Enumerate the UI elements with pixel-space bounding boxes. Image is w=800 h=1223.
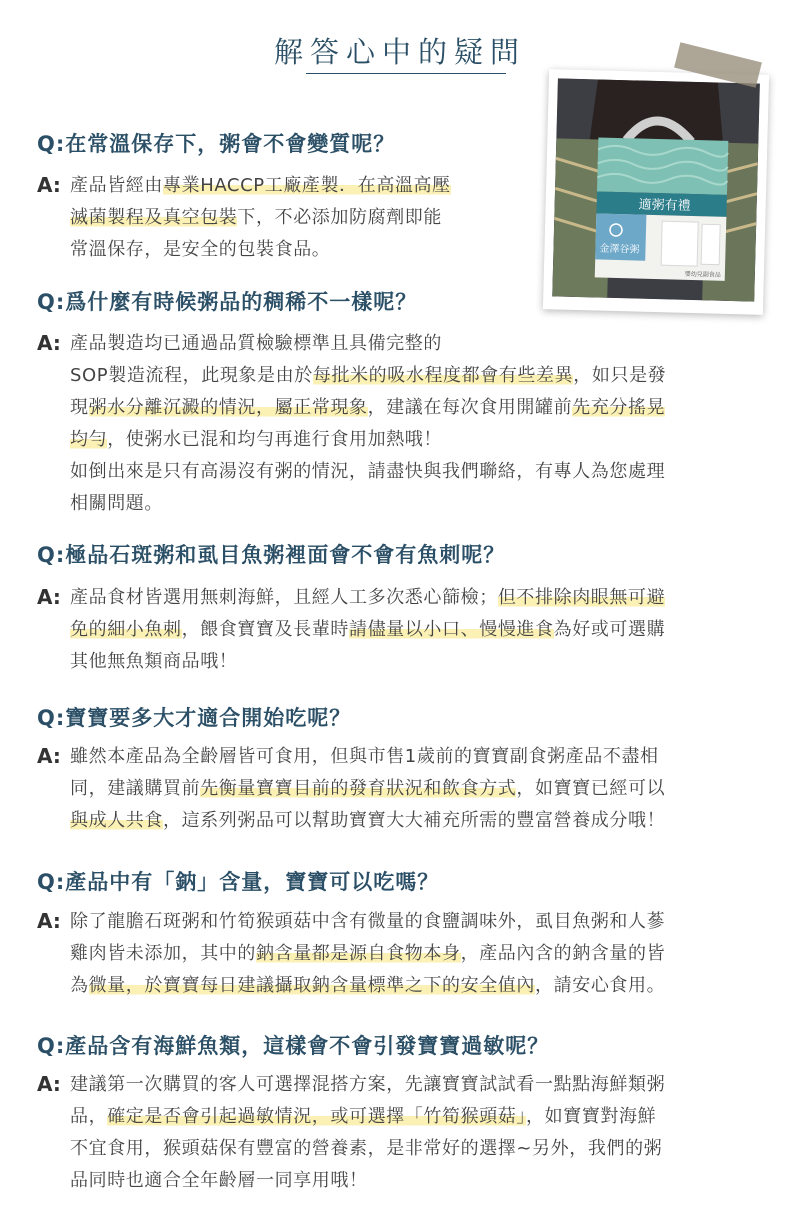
highlighted-text: 滅菌製程及真空包裝 — [70, 207, 238, 228]
answer-line — [70, 906, 665, 938]
answer-text: 相關問題。 — [70, 493, 163, 514]
faq-answer-label: A: — [37, 744, 61, 768]
answer-line — [70, 773, 665, 805]
bottom-label-text: 嬰幼兒副食品 — [684, 270, 721, 279]
answer-text: 為好或可選購 — [553, 619, 666, 640]
product-photo-card — [543, 69, 769, 315]
highlighted-text: 先衡量寶寶目前的發育狀況和飲食方式 — [200, 778, 517, 799]
highlighted-text: 請儘量以小口、慢慢進食 — [349, 619, 554, 640]
answer-text: ，如只是發 — [573, 365, 667, 386]
answer-text: 產品製造均已通過品質檢驗標準且具備完整的 — [70, 333, 442, 354]
answer-text: SOP製造流程，此現象是由於 — [70, 365, 313, 386]
answer-text: ，這系列粥品可以幫助寶寶大大補充所需的豐富營養成分哦！ — [163, 810, 666, 831]
faq-answer-3 — [70, 582, 665, 678]
answer-text: 除了龍膽石斑粥和竹筍猴頭菇中含有微量的食鹽調味外，虱目魚粥和人蔘 — [70, 911, 666, 932]
answer-line — [70, 488, 666, 520]
highlighted-text: 但不排除肉眼無可避 — [497, 587, 666, 608]
answer-text: 不宜食用，猴頭菇保有豐富的營養素，是非常好的選擇~另外，我們的粥 — [70, 1138, 663, 1159]
answer-text: ，餵食寶寶及長輩時 — [181, 619, 350, 640]
faq-answer-label: A: — [37, 331, 61, 355]
faq-answer-label: A: — [37, 909, 61, 933]
answer-text: 下，不必添加防腐劑即能 — [237, 207, 443, 228]
faq-answer-4 — [70, 741, 665, 837]
answer-line — [70, 938, 665, 970]
answer-line — [70, 805, 665, 837]
faq-answer-1 — [70, 170, 451, 266]
answer-line — [70, 582, 665, 614]
highlighted-text: 專業HACCP工廠產製．在高溫高壓 — [163, 175, 451, 196]
answer-text: 為 — [70, 975, 89, 996]
answer-line — [70, 234, 451, 266]
highlighted-text: 粥水分離沉澱的情況，屬正常現象 — [88, 397, 368, 418]
answer-text: 品， — [70, 1106, 108, 1127]
answer-line — [70, 424, 666, 456]
answer-text: 常溫保存，是安全的包裝食品。 — [70, 239, 331, 260]
answer-line — [70, 646, 665, 678]
answer-line — [70, 1165, 665, 1197]
answer-text: ，使粥水已混和均勻再進行食用加熱哦！ — [107, 429, 443, 450]
answer-line — [70, 1069, 665, 1101]
product-photo — [552, 78, 760, 301]
faq-answer-2 — [70, 328, 666, 520]
answer-text: ，如寶寶已經可以 — [516, 778, 666, 799]
faq-question-5: Q:產品中有「鈉」含量，寶寶可以吃嗎？ — [37, 870, 440, 894]
answer-line — [70, 170, 451, 202]
answer-line — [70, 1133, 665, 1165]
title-underline — [306, 73, 506, 74]
answer-text: 產品食材皆選用無刺海鮮，且經人工多次悉心篩檢； — [70, 587, 498, 608]
answer-text: 產品皆經由 — [70, 175, 163, 196]
faq-answer-label: A: — [37, 173, 61, 197]
answer-text: ，產品內含的鈉含量的皆 — [460, 943, 666, 964]
highlighted-text: 均勻 — [70, 429, 108, 450]
faq-question-1: Q:在常溫保存下，粥會不會變質呢？ — [37, 132, 396, 156]
answer-text: 雖然本產品為全齡層皆可食用，但與市售1歲前的寶寶副食粥產品不盡相 — [70, 746, 659, 767]
highlighted-text: 每批米的吸水程度都會有些差異 — [312, 365, 574, 386]
answer-text: 其他無魚類商品哦！ — [70, 651, 238, 672]
answer-line — [70, 614, 665, 646]
highlighted-text: 先充分搖晃 — [572, 397, 666, 418]
answer-text: 雞肉皆未添加，其中的 — [70, 943, 256, 964]
answer-line — [70, 741, 665, 773]
highlighted-text: 免的細小魚刺 — [70, 619, 182, 640]
answer-line — [70, 392, 666, 424]
answer-line — [70, 970, 665, 1002]
faq-question-2: Q:爲什麼有時候粥品的稠稀不一樣呢？ — [37, 290, 418, 314]
faq-answer-6 — [70, 1069, 665, 1197]
faq-question-4: Q:寶寶要多大才適合開始吃呢？ — [37, 706, 352, 730]
faq-question-6: Q:產品含有海鮮魚類，這樣會不會引發寶寶過敏呢？ — [37, 1034, 550, 1058]
answer-text: 建議第一次購買的客人可選擇混搭方案，先讓寶寶試試看一點點海鮮類粥 — [70, 1074, 666, 1095]
box-label-text: 適粥有禮 — [638, 197, 691, 214]
answer-text: ，如寶寶對海鮮 — [526, 1106, 657, 1127]
highlighted-text: 微量，於寶寶每日建議攝取鈉含量標準之下的安全值內 — [88, 975, 536, 996]
answer-line — [70, 328, 666, 360]
answer-line — [70, 202, 451, 234]
page-title: 解答心中的疑問 — [273, 35, 526, 69]
answer-line — [70, 1101, 665, 1133]
highlighted-text: 確定是否會引起過敏情況，或可選擇「竹筍猴頭菇」 — [107, 1106, 527, 1127]
answer-text: 如倒出來是只有高湯沒有粥的情況，請盡快與我們聯絡，有專人為您處理 — [70, 461, 666, 482]
answer-text: ，請安心食用。 — [535, 975, 666, 996]
answer-text: 現 — [70, 397, 89, 418]
highlighted-text: 鈉含量都是源自食物本身 — [256, 943, 461, 964]
faq-question-3: Q:極品石斑粥和虱目魚粥裡面會不會有魚刺呢？ — [37, 543, 506, 567]
answer-line — [70, 360, 666, 392]
brand-label-text: 金澤谷粥 — [599, 243, 640, 256]
highlighted-text: 與成人共食 — [70, 810, 163, 831]
answer-text: ，建議在每次食用開罐前 — [367, 397, 573, 418]
faq-answer-label: A: — [37, 1072, 61, 1096]
faq-answer-label: A: — [37, 585, 61, 609]
answer-line — [70, 456, 666, 488]
answer-text: 品同時也適合全年齡層一同享用哦！ — [70, 1170, 368, 1191]
answer-text: 同，建議購買前 — [70, 778, 201, 799]
product-photo-illustration — [552, 78, 760, 301]
faq-answer-5 — [70, 906, 665, 1002]
